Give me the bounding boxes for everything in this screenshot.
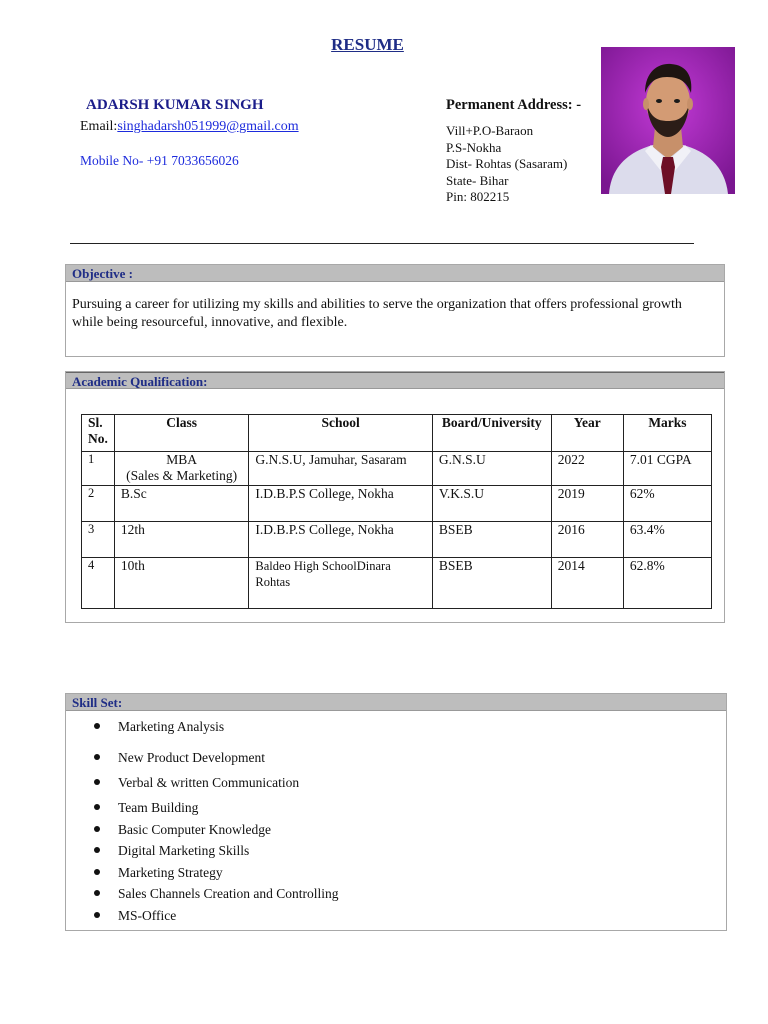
skill-label: Sales Channels Creation and Controlling	[118, 886, 339, 901]
cell-board: BSEB	[432, 522, 551, 558]
class-specialization: (Sales & Marketing)	[126, 468, 238, 483]
col-header-marks: Marks	[623, 415, 711, 452]
cell-class: 12th	[114, 522, 248, 558]
skill-label: MS-Office	[118, 907, 177, 923]
resume-title: RESUME	[331, 35, 404, 54]
cell-class	[114, 452, 248, 486]
cell-marks: 62.8%	[623, 558, 711, 609]
skills-list	[90, 718, 338, 928]
cell-school: Baldeo High SchoolDinara Rohtas	[249, 558, 432, 609]
divider-line	[70, 243, 694, 244]
table-row	[82, 486, 712, 522]
bullet-icon	[94, 826, 100, 832]
list-item	[90, 799, 338, 821]
skills-heading: Skill Set:	[66, 694, 726, 711]
skill-label: New Product Development	[118, 750, 265, 765]
cell-marks: 63.4%	[623, 522, 711, 558]
cell-year: 2014	[551, 558, 623, 609]
list-item	[90, 821, 338, 843]
col-header-board: Board/University	[432, 415, 551, 452]
cell-sl: 3	[82, 522, 115, 558]
list-item	[90, 907, 338, 929]
cell-board: G.N.S.U	[432, 452, 551, 486]
skill-label: Marketing Analysis	[118, 719, 225, 734]
list-item	[90, 864, 338, 886]
email-row	[80, 119, 299, 135]
bullet-icon	[94, 890, 100, 896]
cell-year: 2022	[551, 452, 623, 486]
mobile-number: Mobile No- +91 7033656026	[80, 153, 239, 168]
skill-label: Verbal & written Communication	[118, 775, 300, 790]
cell-marks: 62%	[623, 486, 711, 522]
col-header-school: School	[249, 415, 432, 452]
col-header-year: Year	[551, 415, 623, 452]
address-heading: Permanent Address: -	[446, 97, 582, 113]
address-line: Vill+P.O-Baraon	[446, 123, 534, 138]
list-item	[90, 749, 338, 774]
address-line: Dist- Rohtas (Sasaram)	[446, 156, 568, 171]
bullet-icon	[94, 804, 100, 810]
cell-marks: 7.01 CGPA	[623, 452, 711, 486]
class-name: MBA	[166, 452, 197, 467]
objective-text: Pursuing a career for utilizing my skills and abilities to serve the organization that offers professional growth while being resourceful, innovative, and flexible.	[72, 297, 682, 330]
cell-sl: 1	[82, 452, 115, 486]
cell-sl: 2	[82, 486, 115, 522]
bullet-icon	[94, 754, 100, 760]
bullet-icon	[94, 723, 100, 729]
skill-label: Digital Marketing Skills	[118, 843, 250, 858]
cell-board: V.K.S.U	[432, 486, 551, 522]
cell-class: B.Sc	[114, 486, 248, 522]
cell-class: 10th	[114, 558, 248, 609]
profile-photo	[601, 47, 735, 194]
address-line: State- Bihar	[446, 172, 509, 188]
cell-school: G.N.S.U, Jamuhar, Sasaram	[249, 452, 432, 486]
skill-label: Basic Computer Knowledge	[118, 821, 271, 837]
cell-board: BSEB	[432, 558, 551, 609]
address-block	[446, 123, 567, 206]
cell-sl: 4	[82, 558, 115, 609]
cell-year: 2016	[551, 522, 623, 558]
list-item	[90, 885, 338, 907]
candidate-name: ADARSH KUMAR SINGH	[86, 97, 264, 113]
bullet-icon	[94, 847, 100, 853]
bullet-icon	[94, 869, 100, 875]
list-item	[90, 842, 338, 864]
skill-label: Marketing Strategy	[118, 864, 223, 880]
col-header-class: Class	[114, 415, 248, 452]
academic-heading: Academic Qualification:	[66, 372, 724, 389]
list-item	[90, 774, 338, 799]
table-header-row	[82, 415, 712, 452]
skills-section	[65, 693, 727, 931]
table-row	[82, 522, 712, 558]
cell-year: 2019	[551, 486, 623, 522]
skill-label: Team Building	[118, 800, 199, 815]
cell-school: I.D.B.P.S College, Nokha	[249, 522, 432, 558]
table-row	[82, 558, 712, 609]
objective-section	[65, 264, 725, 357]
bullet-icon	[94, 779, 100, 785]
address-line: P.S-Nokha	[446, 139, 502, 155]
address-line: Pin: 802215	[446, 189, 510, 204]
objective-heading: Objective :	[66, 265, 724, 282]
email-label: Email:	[80, 119, 118, 134]
email-link[interactable]: singhadarsh051999@gmail.com	[117, 119, 299, 134]
col-header-sl: Sl. No.	[82, 415, 115, 452]
qualification-table	[81, 414, 712, 609]
bullet-icon	[94, 912, 100, 918]
list-item	[90, 718, 338, 749]
table-row	[82, 452, 712, 486]
cell-school: I.D.B.P.S College, Nokha	[249, 486, 432, 522]
